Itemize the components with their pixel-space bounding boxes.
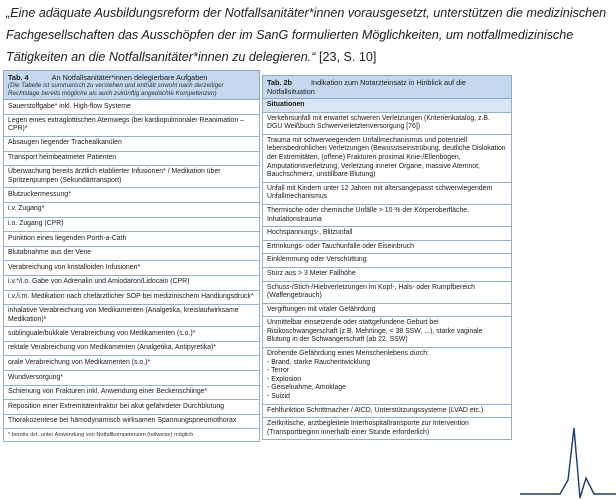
table-2b-row: Ertrinkungs- oder Tauchunfälle oder Eiseinbruch [262,241,512,255]
table-4-row: orale Verabreichung von Medikamenten (s.o.)* [3,356,260,371]
threat-item: - Brand, starke Rauchentwicklung [267,358,371,366]
table-2b-row: Sturz aus > 3 Meter Fallhöhe [262,268,512,282]
table-2b-row: Unfall mit Kindern unter 12 Jahren mit altersangepasst schwerwiegendem Unfallmechanismus [262,183,512,205]
table-4-row: Überwachung bereits ärztlich etablierter Infusionen* / Medikation über Spritzenpumpen (Sekundärtransport) [3,166,260,188]
table-4-row: Verabreichung von kristalloiden Infusionen* [3,261,260,276]
table-2b-row: Thermische oder chemische Unfälle > 10 % der Körperoberfläche, Inhalationstrauma [262,205,512,227]
table-4-row: sublinguale/bukkale Verabreichung von Medikamenten (s.o.)* [3,327,260,342]
table-4-row: Blutzuckermessung* [3,188,260,203]
quote-text: „Eine adäquate Ausbildungsreform der Notfallsanitäter*innen vorausgesetzt, unterstützen die medizinischen Fachgesellschaften das Ausschöpfen der im SanG formulierten Möglichkeiten, um notfallmedizinische Tätigkeiten an die Notfallsanitäter*innen zu delegieren.“ [6,6,607,64]
table-2b-rows-after [262,405,512,441]
table-2b-row: Schuss-/Stich-/Hiebverletzungen im Kopf-, Hals- oder Rumpfbereich (Waffengebrauch) [262,282,512,304]
table-2b-row: Vergiftungen mit vitaler Gefährdung [262,304,512,318]
table-2b-row: Fehlfunktion Schrittmacher / AICD, Unterstützungssysteme (LVAD etc.) [262,405,512,419]
table-2b-row: Unmittelbar einsetzende oder stattgefundene Geburt bei Risikoschwangerschaft (z.B. Mehrlinge, < 38 SSW, ...), starke vaginale Blutung in der Schwangerschaft (ab 22. SSW) [262,317,512,348]
table-2b [262,75,512,440]
table-4-row: Reposition einer Extremitätenfraktur bei akut gefährdeter Durchblutung [3,400,260,415]
threat-item: - Terror [267,367,290,375]
table-4-row: inhalative Verabreichung von Medikamenten (Analgetika, kreislaufwirksame Medikation)* [3,305,260,327]
table-4-footnote: * bereits dzt. unter Anwendung von Notfallkompetenzen (teilweise) möglich [3,429,260,442]
table-4-row: Sauerstoffgabe* inkl. High-flow Systeme [3,100,260,115]
table-4-row: Blutabnahme aus der Vene [3,247,260,262]
table-4-row: i.o. Zugang (CPR) [3,218,260,233]
table-2b-row: Zeitkritische, arztbegleitete Interhospitaltransporte zur Intervention (Transportbeginn innerhalb einer Stunde erforderlich) [262,418,512,440]
table-2b-rows [262,113,512,348]
table-4-row: i.v./i.m. Medikation nach chefärztlicher SOP bei medizinischem Handlungsdruck* [3,291,260,306]
table-4-row: i.v. Zugang* [3,203,260,218]
table-4-number: Tab. 4 [8,73,29,82]
table-4-title: An Notfallsanitäter*innen delegierbare Aufgaben [51,73,208,82]
table-4-row: Transport heimbeatmeter Patienten [3,152,260,167]
table-4-row: Punktion eines liegenden Porth-a-Cath [3,232,260,247]
threat-item: - Geiselnahme, Amoklage [267,384,346,392]
threat-title: Drohende Gefährdung eines Menschenlebens durch: [267,350,430,358]
intro-quote [6,2,612,68]
threat-item: - Suizid [267,393,290,401]
table-2b-header [262,75,512,99]
table-2b-section-label: Situationen [262,99,512,113]
table-2b-row: Einklemmung oder Verschüttung [262,254,512,268]
table-4-row: Thorakozentese bei hämodynamisch wirksamen Spannungspneumothorax [3,415,260,430]
table-4-row: Wundversorgung* [3,371,260,386]
table-2b-row: Trauma mit schwerwiegendem Unfallmechanismus und potenziell lebensbedrohlichen Verletzungen (Bewusstseinstrübung, deutliche Dislokation der Extremitäten, (offene) Frakturen proximal Knie-/Ellenbogen, Amputationsverletzung, Verletzung innerer Organe, massive Atemnot, Bauchschmerz, unstillbare Blutung) [262,135,512,183]
table-4-subtitle: (Die Tabelle ist summarisch zu verstehen und enthält sowohl nach derzeitiger Rechtslage bereits mögliche als auch zukünftig angedachte Kompetenzen) [8,82,224,97]
table-2b-row: Verkehrsunfall mit erwartet schweren Verletzungen (Kriterienkatalog, z.B. DGU Weißbuch Schwerverletztenversorgung [76]) [262,113,512,135]
threat-item: - Explosion [267,375,302,383]
table-4-row: rektale Verabreichung von Medikamenten (Analgetika, Antipyretika)* [3,342,260,357]
table-4 [3,70,260,442]
table-2b-threat-row [262,348,512,405]
table-4-header [3,70,260,100]
table-2b-title: Indikation zum Notarzteinsatz in Hinblick auf die Notfallsituation [267,78,466,96]
table-4-row: i.v.*/i.o. Gabe von Adrenalin und Amiodaron/Lidocain (CPR) [3,276,260,291]
table-4-row: Schienung von Frakturen inkl. Anwendung einer Beckenschlinge* [3,386,260,401]
table-4-row: Absaugen liegender Trachealkanülen [3,137,260,152]
threat-list [267,359,507,402]
ecg-line-icon [520,420,616,500]
quote-reference: [23, S. 10] [315,50,377,64]
table-2b-row: Hochspannungs-, Blitzunfall [262,227,512,241]
table-2b-number: Tab. 2b [267,78,293,87]
table-4-rows [3,100,260,429]
table-4-row: Legen eines extraglottischen Atemwegs (bei kardiopulmonaler Reanimation – CPR)* [3,115,260,137]
